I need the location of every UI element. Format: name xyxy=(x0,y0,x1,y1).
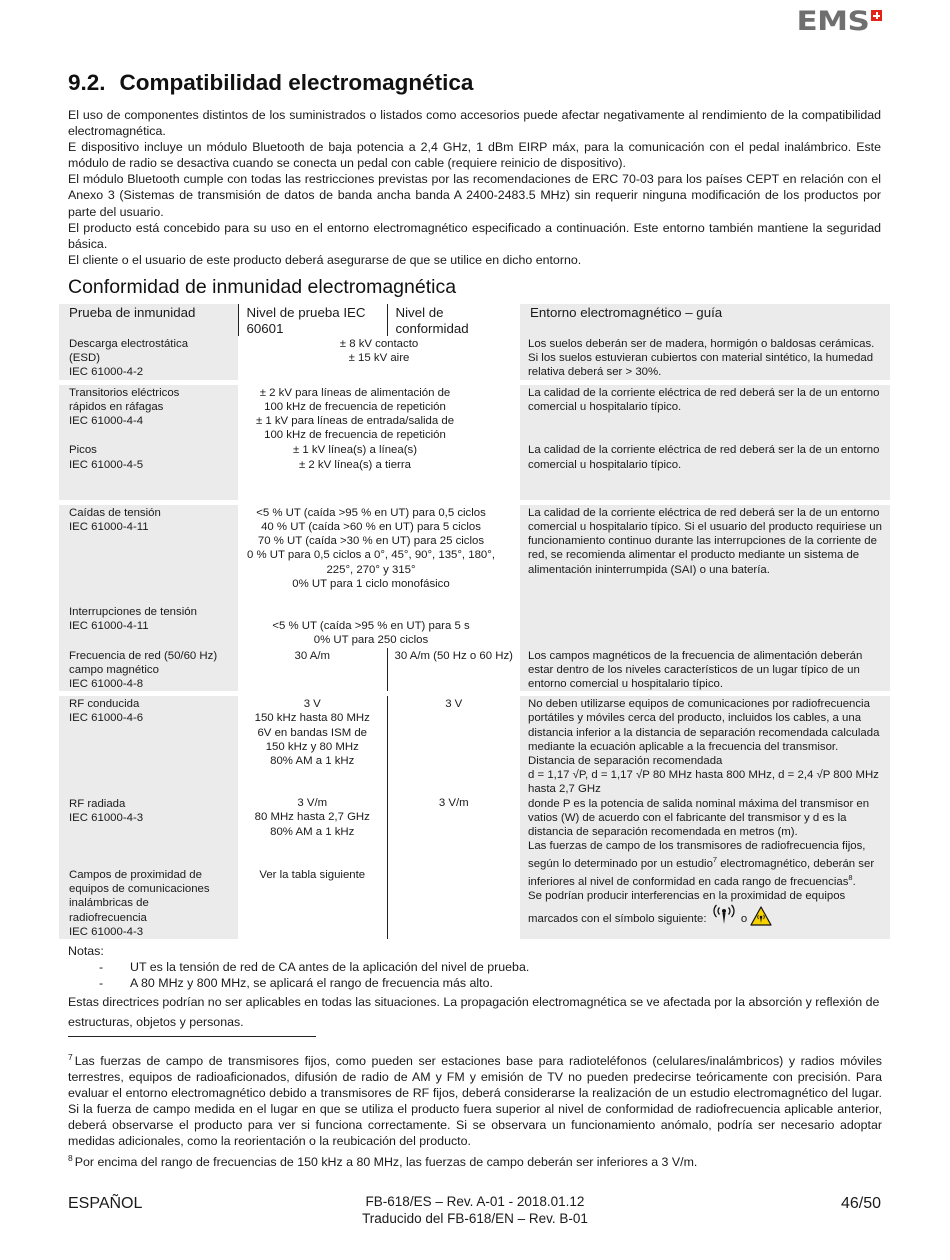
test-name: Picos xyxy=(69,444,97,457)
test-name: RF conducida xyxy=(69,698,140,711)
bullet-dash: - xyxy=(99,976,104,990)
test-level: Ver la tabla siguiente xyxy=(259,868,366,881)
test-name: Campos de proximidad de xyxy=(69,869,202,882)
test-standard: IEC 61000-4-5 xyxy=(69,458,144,471)
bullet-dash: - xyxy=(99,960,104,974)
test-name: (ESD) xyxy=(69,352,101,365)
table-row xyxy=(59,502,890,647)
test-name: radiofrecuencia xyxy=(69,911,147,924)
guide-cell: La calidad de la corriente eléctrica de red deberá ser la de un entorno comercial u hospitalario típico. xyxy=(520,442,890,502)
test-name: Transitorios eléctricos xyxy=(69,386,180,399)
test-level: 3 V xyxy=(303,698,321,711)
header-compliance-level: Nivel de conformidad xyxy=(387,304,520,336)
test-name-cell xyxy=(59,442,238,502)
intro-paragraph: El módulo Bluetooth cumple con todas las restricciones previstas por las recomendaciones de ERC 70-03 para los países CEPT en relación con el Anexo 3 (Sistemas de transmisión de datos de banda ancha banda A 2400-2483.5 MHz) sin requerir ninguna modificación de los productos por parte del usuario. xyxy=(68,172,881,219)
logo-text: EMS xyxy=(796,6,869,37)
subheading: Conformidad de inmunidad electromagnética xyxy=(68,276,457,298)
note-item xyxy=(68,959,883,975)
test-name: RF radiada xyxy=(69,797,126,810)
swiss-cross-icon xyxy=(871,10,882,21)
test-level-cell xyxy=(238,502,520,647)
test-name-cell xyxy=(59,502,238,647)
test-level: <5 % UT (caída >95 % en UT) para 0,5 ciclos xyxy=(256,506,486,519)
warning-triangle-icon xyxy=(750,906,772,926)
guide-text: donde P es la potencia de salida nominal máxima del transmisor en vatios (W) de acuerdo con el fabricante del transmisor y d es la distancia de separación recomendada en metros (m). xyxy=(528,797,870,839)
footnote-text: Por encima del rango de frecuencias de 150 kHz a 80 MHz, las fuerzas de campo deberán ser inferiores a 3 V/m. xyxy=(74,1154,698,1169)
test-name: inalámbricas de xyxy=(69,897,149,910)
symbol-line xyxy=(528,902,886,926)
intro-paragraph: El uso de componentes distintos de los suministrados o listados como accesorios puede afectar negativamente al rendimiento de la compatibilidad electromagnética. xyxy=(68,108,881,139)
test-name-cell xyxy=(59,336,238,382)
test-level-cell xyxy=(238,336,520,382)
compliance-level-cell: 30 A/m (50 Hz o 60 Hz) xyxy=(387,648,520,694)
test-level-cell xyxy=(238,382,520,442)
footnote-ref: 7 xyxy=(712,855,718,865)
table-row xyxy=(59,694,890,939)
test-level: ± 8 kV contacto xyxy=(339,338,419,350)
section-title xyxy=(68,70,473,96)
test-level: ± 2 kV para líneas de alimentación de 100 kHz de frecuencia de repetición xyxy=(259,386,451,413)
test-name: equipos de comunicaciones xyxy=(69,883,210,896)
table-row xyxy=(59,648,890,694)
test-level: ± 1 kV para líneas de entrada/salida de 100 kHz de frecuencia de repetición xyxy=(255,415,455,442)
guide-text: o xyxy=(740,912,748,925)
test-level: 80 MHz hasta 2,7 GHz xyxy=(254,811,370,824)
non-ionizing-radiation-icon xyxy=(710,902,738,926)
compliance-level: 3 V xyxy=(445,698,463,711)
test-level: 80% AM a 1 kHz xyxy=(270,755,355,768)
footnote-number: 7 xyxy=(68,1052,73,1062)
section-number: 9.2. xyxy=(68,70,106,95)
notes xyxy=(68,943,883,1032)
guide-text-part: Las fuerzas de campo de los transmisores de radiofrecuencia fijos, según lo determinado por un estudio xyxy=(528,840,866,871)
test-name: rápidos en ráfagas xyxy=(69,400,164,413)
test-level: 6V en bandas ISM de 150 kHz y 80 MHz xyxy=(257,726,368,753)
guide-text-part: . xyxy=(852,876,856,889)
test-level: ± 15 kV aire xyxy=(348,352,410,365)
test-level: ± 2 kV línea(s) a tierra xyxy=(299,458,411,471)
guide-cell: Los campos magnéticos de la frecuencia de alimentación deberán estar dentro de los niveles característicos de un lugar típico de un entorno comercial u hospitalario típico. xyxy=(520,648,890,694)
table-row xyxy=(59,442,890,502)
test-level: 150 kHz hasta 80 MHz xyxy=(254,712,370,725)
intro-text xyxy=(68,107,881,268)
guide-text: marcados con el símbolo siguiente: xyxy=(528,912,707,925)
test-standard: IEC 61000-4-11 xyxy=(69,620,149,633)
page-number: 46/50 xyxy=(840,1195,881,1212)
header-environment-guide: Entorno electromagnético – guía xyxy=(520,304,890,336)
guide-text-part: electromagnético, deberán ser inferiores al nivel de conformidad en cada rango de frecuencias xyxy=(528,858,875,889)
guide-text: No deben utilizarse equipos de comunicaciones por radiofrecuencia portátiles y móviles cerca del producto, incluidos los cables, a una distancia inferior a la distancia de separación recomendada calculada mediante la ecuación aplicable a la frecuencia del transmisor. xyxy=(528,698,880,753)
table-row xyxy=(59,382,890,442)
footnotes xyxy=(68,1049,882,1170)
test-level-cell xyxy=(238,442,520,502)
guide-cell xyxy=(520,694,890,939)
test-standard: IEC 61000-4-4 xyxy=(69,415,144,428)
footnote-ref: 8 xyxy=(848,873,853,883)
test-level: ± 1 kV línea(s) a línea(s) xyxy=(292,444,417,457)
note-text: UT es la tensión de red de CA antes de la aplicación del nivel de prueba. xyxy=(130,960,530,974)
notes-closing: Estas directrices podrían no ser aplicables en todas las situaciones. La propagación electromagnética se ve afectada por la absorción y reflexión de estructuras, objetos y personas. xyxy=(68,995,880,1029)
test-level-cell xyxy=(238,694,387,939)
guide-cell: La calidad de la corriente eléctrica de red deberá ser la de un entorno comercial u hospitalario típico. Si el usuario del producto requiriese un funcionamiento continuo durante las interrupciones de la corriente de red, se recomienda alimentar el producto mediante un sistema de alimentación ininterrumpida (SAI) o una batería. xyxy=(520,502,890,647)
test-level: 3 V/m xyxy=(297,797,328,810)
guide-text: Distancia de separación recomendada xyxy=(528,755,723,768)
test-name: campo magnético xyxy=(69,663,159,676)
test-standard: IEC 61000-4-8 xyxy=(69,678,144,691)
test-name: Caídas de tensión xyxy=(69,506,161,519)
test-standard: IEC 61000-4-11 xyxy=(69,521,149,534)
doc-reference: FB-618/ES – Rev. A-01 - 2018.01.12 xyxy=(365,1194,585,1209)
footnote xyxy=(68,1150,882,1170)
footnote-number: 8 xyxy=(68,1152,73,1163)
test-standard: IEC 61000-4-3 xyxy=(69,925,144,938)
test-name: Interrupciones de tensión xyxy=(69,606,197,619)
test-name-cell xyxy=(59,694,238,939)
footer-doc-ref xyxy=(300,1193,650,1227)
guide-text: Se podrían producir interferencias en la proximidad de equipos xyxy=(528,890,846,903)
notes-label: Notas: xyxy=(68,944,104,958)
test-standard: IEC 61000-4-2 xyxy=(69,366,144,379)
immunity-table xyxy=(59,304,890,939)
intro-paragraph: E dispositivo incluye un módulo Bluetooth de baja potencia a 2,4 GHz, 1 dBm EIRP máx, para la comunicación con el pedal inalámbrico. Este módulo de radio se desactiva cuando se conecta un pedal con cable (requiere reinicio de dispositivo). xyxy=(68,140,881,171)
test-standard: IEC 61000-4-6 xyxy=(69,712,144,725)
test-name-cell xyxy=(59,382,238,442)
guide-cell: La calidad de la corriente eléctrica de red deberá ser la de un entorno comercial u hospitalario típico. xyxy=(520,382,890,442)
note-text: A 80 MHz y 800 MHz, se aplicará el rango de frecuencia más alto. xyxy=(130,976,493,990)
footer-language: ESPAÑOL xyxy=(68,1195,143,1212)
test-level: <5 % UT (caída >95 % en UT) para 5 s xyxy=(272,620,470,633)
separation-formula: d = 1,17 √P, d = 1,17 √P 80 MHz hasta 800 MHz, d = 2,4 √P 800 MHz hasta 2,7 GHz xyxy=(528,769,879,796)
compliance-level: 3 V/m xyxy=(438,797,469,810)
compliance-level-cell xyxy=(387,694,520,939)
footnote-text: Las fuerzas de campo de transmisores fijos, como pueden ser estaciones base para radioteléfonos (celulares/inalámbricos) y radios móviles terrestres, equipos de radioaficionados, difusión de radio de AM y FM y emisión de TV no pueden predecirse teóricamente con precisión. Para evaluar el entorno electromagnético debido a transmisores de RF fijos, deberá considerarse la realización de un estudio electromagnético del lugar. Si la fuerza de campo medida en el lugar en que se utiliza el producto fuera superior al nivel de conformidad de radiofrecuencia aplicable anterior, deberá observarse el producto para ver si funciona correctamente. Si se observara un funcionamiento anómalo, podría ser necesario adoptar medidas adicionales, como la reorientación o la reubicación del producto. xyxy=(68,1054,882,1149)
header-immunity-test: Prueba de inmunidad xyxy=(59,304,238,336)
test-level: 80% AM a 1 kHz xyxy=(270,825,355,838)
test-standard: IEC 61000-4-3 xyxy=(69,811,144,824)
footnote-divider xyxy=(68,1036,316,1037)
test-level: 40 % UT (caída >60 % en UT) para 5 ciclos xyxy=(261,521,481,534)
test-name-cell xyxy=(59,648,238,694)
test-level: 0% UT para 250 ciclos xyxy=(313,634,429,647)
footnote xyxy=(68,1049,882,1150)
test-name: Frecuencia de red (50/60 Hz) xyxy=(69,649,218,662)
intro-paragraph: El cliente o el usuario de este producto deberá asegurarse de que se utilice en dicho entorno. xyxy=(68,252,582,267)
test-name: Descarga electrostática xyxy=(69,338,189,350)
test-level: 0 % UT para 0,5 ciclos a 0°, 45°, 90°, 135°, 180°, 225°, 270° y 315° xyxy=(247,549,495,576)
translation-reference: Traducido del FB-618/EN – Rev. B-01 xyxy=(362,1211,588,1226)
guide-text xyxy=(528,839,886,889)
note-item xyxy=(68,975,883,991)
test-level: 0% UT para 1 ciclo monofásico xyxy=(292,577,450,590)
guide-cell: Los suelos deberán ser de madera, hormigón o baldosas cerámicas. Si los suelos estuvieran cubiertos con material sintético, la humedad relativa deberá ser > 30%. xyxy=(520,336,890,382)
header-iec-level: Nivel de prueba IEC 60601 xyxy=(238,304,387,336)
test-level: 70 % UT (caída >30 % en UT) para 25 ciclos xyxy=(257,535,485,548)
table-header-row xyxy=(59,304,890,336)
ems-logo xyxy=(796,6,882,37)
table-row xyxy=(59,336,890,382)
section-title-text: Compatibilidad electromagnética xyxy=(119,70,474,95)
test-level-cell: 30 A/m xyxy=(294,649,330,662)
intro-paragraph: El producto está concebido para su uso en el entorno electromagnético especificado a continuación. Este entorno también mantiene la seguridad básica. xyxy=(68,220,881,251)
